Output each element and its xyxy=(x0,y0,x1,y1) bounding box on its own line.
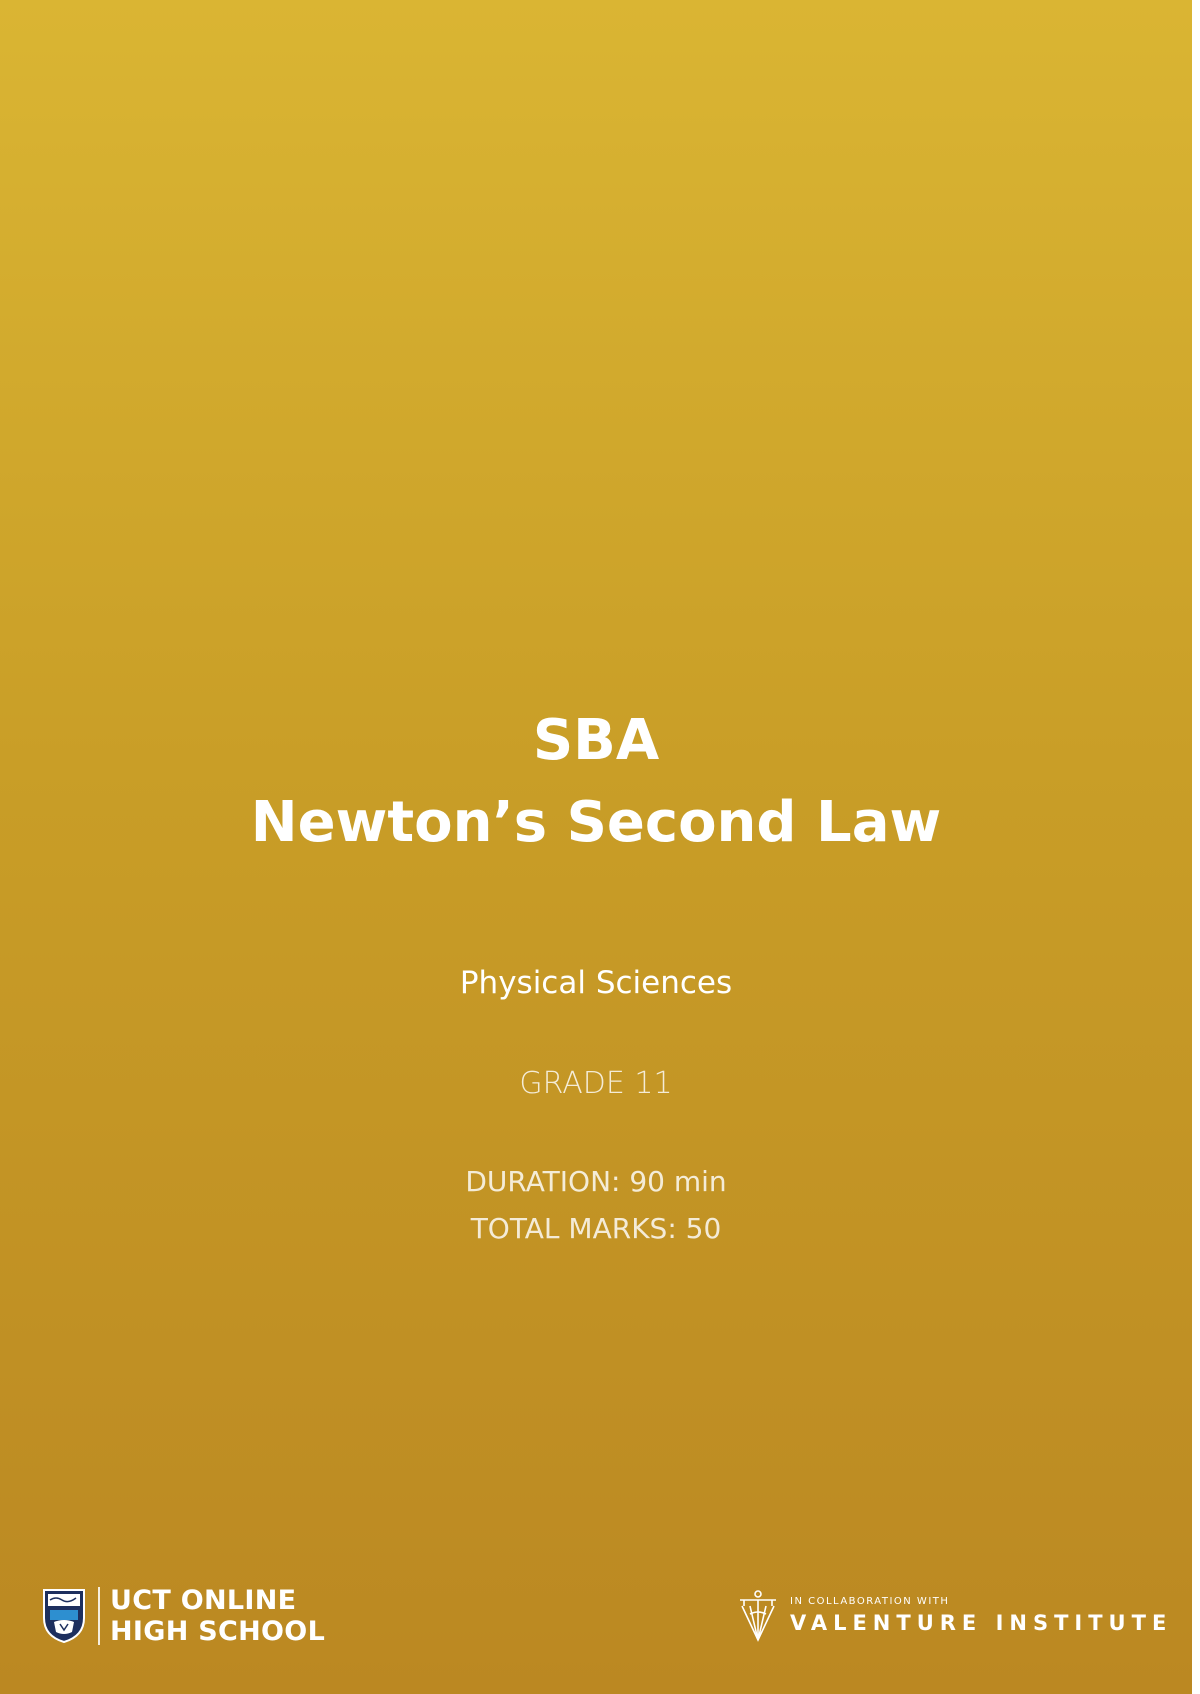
valenture-mark-icon xyxy=(736,1588,780,1644)
duration-label: DURATION: 90 min xyxy=(465,1165,727,1198)
logo-divider xyxy=(98,1587,100,1645)
grade-label: GRADE 11 xyxy=(519,1066,673,1101)
valenture-name: VALENTURE INSTITUTE xyxy=(790,1611,1173,1635)
valenture-logo-text xyxy=(790,1595,1172,1637)
valenture-institute-logo xyxy=(736,1588,1172,1644)
title-line-2: Newton’s Second Law xyxy=(250,790,942,855)
page-edge xyxy=(1192,0,1200,1694)
title-line-1: SBA xyxy=(532,708,660,773)
subject-label: Physical Sciences xyxy=(459,965,733,1001)
title-block xyxy=(0,700,1192,864)
total-marks-label: TOTAL MARKS: 50 xyxy=(470,1212,722,1245)
exam-meta xyxy=(0,1158,1192,1252)
uct-online-high-school-logo xyxy=(42,1586,325,1646)
uct-logo-line-2: HIGH SCHOOL xyxy=(110,1616,326,1647)
collaboration-label: IN COLLABORATION WITH xyxy=(790,1596,950,1607)
uct-logo-text xyxy=(110,1585,325,1647)
uct-crest-icon xyxy=(42,1588,86,1644)
uct-logo-line-1: UCT ONLINE xyxy=(110,1585,297,1616)
